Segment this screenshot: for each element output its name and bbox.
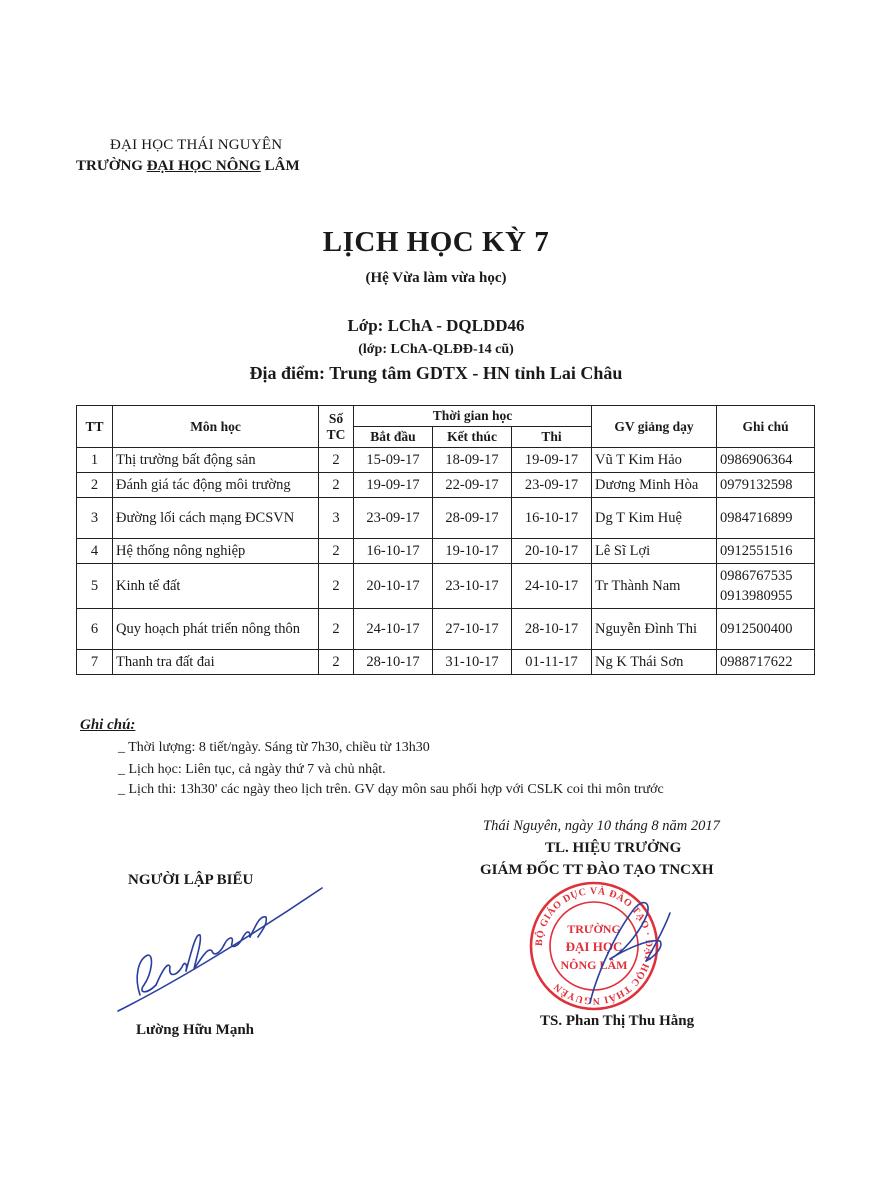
cell-end: 31-10-17 xyxy=(433,650,512,675)
cell-phone: 0979132598 xyxy=(717,473,815,498)
table-row xyxy=(77,448,815,473)
svg-text:ĐẠI HỌC: ĐẠI HỌC xyxy=(565,939,623,954)
study-system: (Hệ Vừa làm vừa học) xyxy=(365,270,507,286)
note-item: _ Lịch thi: 13h30' các ngày theo lịch trên. GV dạy môn sau phối hợp với CSLK coi thi môn trước xyxy=(118,782,664,797)
cell-credits: 2 xyxy=(319,564,354,609)
location: Địa điểm: Trung tâm GDTX - HN tỉnh Lai Châu xyxy=(249,363,623,383)
cell-end: 22-09-17 xyxy=(433,473,512,498)
header-tt: TT xyxy=(77,406,113,448)
header-credits: Số TC xyxy=(319,406,354,448)
svg-text:NÔNG LÂM: NÔNG LÂM xyxy=(560,958,628,972)
preparer-name: Lường Hữu Mạnh xyxy=(136,1022,255,1038)
cell-tt: 6 xyxy=(77,609,113,650)
cell-exam: 24-10-17 xyxy=(512,564,592,609)
header-teacher: GV giảng dạy xyxy=(592,406,717,448)
cell-subject: Thị trường bất động sản xyxy=(113,448,319,473)
table-row xyxy=(77,564,815,609)
sign-date: Thái Nguyên, ngày 10 tháng 8 năm 2017 xyxy=(483,818,720,834)
cell-teacher: Dg T Kim Huệ xyxy=(592,498,717,539)
cell-tt: 1 xyxy=(77,448,113,473)
cell-credits: 2 xyxy=(319,539,354,564)
cell-start: 16-10-17 xyxy=(354,539,433,564)
class-old-name: (lớp: LChA-QLĐĐ-14 cũ) xyxy=(358,342,514,357)
cell-start: 24-10-17 xyxy=(354,609,433,650)
sign-tl-title: TL. HIỆU TRƯỞNG xyxy=(545,840,682,856)
cell-phone: 0986767535 0913980955 xyxy=(717,564,815,609)
table-row xyxy=(77,609,815,650)
cell-subject: Đánh giá tác động môi trường xyxy=(113,473,319,498)
cell-exam: 20-10-17 xyxy=(512,539,592,564)
cell-subject: Đường lối cách mạng ĐCSVN xyxy=(113,498,319,539)
table-row xyxy=(77,473,815,498)
cell-tt: 3 xyxy=(77,498,113,539)
cell-end: 18-09-17 xyxy=(433,448,512,473)
cell-exam: 23-09-17 xyxy=(512,473,592,498)
director-name: TS. Phan Thị Thu Hằng xyxy=(540,1013,695,1029)
cell-teacher: Dương Minh Hòa xyxy=(592,473,717,498)
university-name: ĐẠI HỌC THÁI NGUYÊN xyxy=(110,137,283,153)
cell-phone: 0986906364 xyxy=(717,448,815,473)
cell-tt: 4 xyxy=(77,539,113,564)
cell-teacher: Ng K Thái Sơn xyxy=(592,650,717,675)
cell-subject: Quy hoạch phát triển nông thôn xyxy=(113,609,319,650)
cell-tt: 5 xyxy=(77,564,113,609)
note-item: _ Thời lượng: 8 tiết/ngày. Sáng từ 7h30, chiều từ 13h30 xyxy=(118,740,430,755)
table-row xyxy=(77,498,815,539)
cell-subject: Kinh tế đất xyxy=(113,564,319,609)
cell-subject: Thanh tra đất đai xyxy=(113,650,319,675)
cell-credits: 2 xyxy=(319,473,354,498)
sign-director-title: GIÁM ĐỐC TT ĐÀO TẠO TNCXH xyxy=(480,862,714,878)
cell-exam: 28-10-17 xyxy=(512,609,592,650)
header-time-group: Thời gian học xyxy=(354,406,592,427)
header-subject: Môn học xyxy=(113,406,319,448)
cell-start: 19-09-17 xyxy=(354,473,433,498)
cell-teacher: Tr Thành Nam xyxy=(592,564,717,609)
cell-subject: Hệ thống nông nghiệp xyxy=(113,539,319,564)
cell-exam: 01-11-17 xyxy=(512,650,592,675)
cell-tt: 7 xyxy=(77,650,113,675)
cell-end: 28-09-17 xyxy=(433,498,512,539)
page-title: LỊCH HỌC KỲ 7 xyxy=(322,226,550,258)
cell-start: 28-10-17 xyxy=(354,650,433,675)
cell-end: 27-10-17 xyxy=(433,609,512,650)
class-name: Lớp: LChA - DQLDD46 xyxy=(347,316,525,335)
table-row xyxy=(77,650,815,675)
svg-text:BỘ GIÁO DỤC VÀ ĐÀO TẠO · ĐẠI H: BỘ GIÁO DỤC VÀ ĐÀO TẠO · ĐẠI HỌC THÁI NGUYÊN xyxy=(533,885,655,1007)
cell-phone: 0988717622 xyxy=(717,650,815,675)
cell-end: 19-10-17 xyxy=(433,539,512,564)
cell-phone: 0984716899 xyxy=(717,498,815,539)
director-signature xyxy=(560,895,680,1010)
svg-text:TRƯỜNG: TRƯỜNG xyxy=(567,922,621,936)
cell-teacher: Vũ T Kim Hảo xyxy=(592,448,717,473)
cell-credits: 2 xyxy=(319,609,354,650)
cell-end: 23-10-17 xyxy=(433,564,512,609)
table-row xyxy=(77,539,815,564)
cell-start: 20-10-17 xyxy=(354,564,433,609)
cell-credits: 3 xyxy=(319,498,354,539)
header-exam: Thi xyxy=(512,427,592,448)
cell-teacher: Lê Sĩ Lợi xyxy=(592,539,717,564)
school-name: TRƯỜNG ĐẠI HỌC NÔNG LÂM xyxy=(76,158,300,174)
header-note: Ghi chú xyxy=(717,406,815,448)
header-end: Kết thúc xyxy=(433,427,512,448)
cell-tt: 2 xyxy=(77,473,113,498)
preparer-signature xyxy=(110,885,340,1020)
cell-exam: 16-10-17 xyxy=(512,498,592,539)
cell-credits: 2 xyxy=(319,448,354,473)
cell-start: 23-09-17 xyxy=(354,498,433,539)
cell-teacher: Nguyễn Đình Thi xyxy=(592,609,717,650)
cell-phone: 0912551516 xyxy=(717,539,815,564)
notes-heading: Ghi chú: xyxy=(80,717,136,733)
cell-credits: 2 xyxy=(319,650,354,675)
schedule-table xyxy=(76,405,815,675)
cell-exam: 19-09-17 xyxy=(512,448,592,473)
preparer-title: NGƯỜI LẬP BIỂU xyxy=(128,872,254,888)
cell-start: 15-09-17 xyxy=(354,448,433,473)
header-start: Bắt đầu xyxy=(354,427,433,448)
cell-phone: 0912500400 xyxy=(717,609,815,650)
note-item: _ Lịch học: Liên tục, cả ngày thứ 7 và chủ nhật. xyxy=(118,762,386,777)
